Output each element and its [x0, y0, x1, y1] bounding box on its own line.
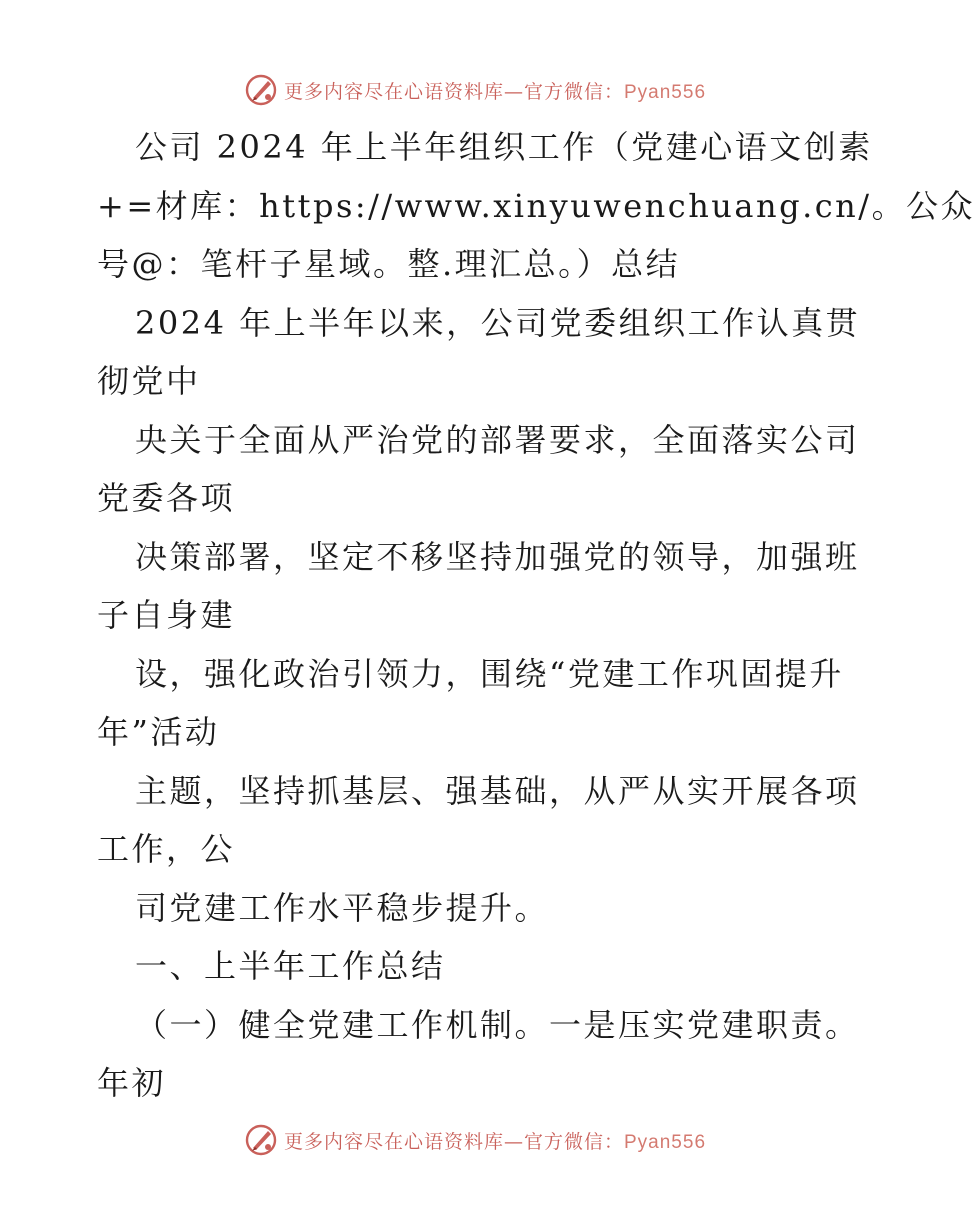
- document-line: +=材库：https://www.xinyuwenchuang.cn/。公众: [97, 186, 975, 225]
- watermark-contact-handle: Pyan556: [624, 1131, 707, 1153]
- document-line: 公司 2024 年上半年组织工作（党建心语文创素: [135, 128, 873, 166]
- watermark-separator: —: [503, 1130, 524, 1153]
- quill-pen-logo-icon: [244, 1123, 278, 1157]
- document-line: 主题，坚持抓基层、强基础，从严从实开展各项: [135, 771, 860, 810]
- document-line: 号@：笔杆子星域。整.理汇总。）总结: [97, 245, 681, 283]
- document-body: [97, 118, 975, 1113]
- document-line: 设，强化政治引领力，围绕“党建工作巩固提升: [135, 654, 844, 693]
- document-line: 彻党中: [97, 362, 201, 400]
- document-line: 年初: [97, 1064, 167, 1102]
- watermark-contact-handle: Pyan556: [624, 81, 707, 103]
- section-heading: 一、上半年工作总结: [135, 947, 446, 985]
- document-line: 央关于全面从严治党的部署要求，全面落实公司: [135, 420, 860, 459]
- footer-watermark: [0, 1120, 950, 1160]
- quill-pen-logo-icon: [244, 73, 278, 107]
- document-line: 子自身建: [97, 596, 236, 634]
- watermark-contact-label: 官方微信：: [523, 1130, 624, 1153]
- header-watermark: [0, 70, 950, 110]
- watermark-contact-label: 官方微信：: [523, 80, 624, 103]
- document-line: 年”活动: [97, 713, 220, 751]
- document-line: 2024 年上半年以来，公司党委组织工作认真贯: [135, 303, 861, 342]
- document-line: 党委各项: [97, 479, 236, 517]
- document-line: 司党建工作水平稳步提升。: [135, 888, 550, 927]
- document-line: （一）健全党建工作机制。一是压实党建职责。: [135, 1005, 860, 1044]
- document-line: 工作，公: [97, 830, 236, 868]
- watermark-text: 更多内容尽在心语资料库: [283, 80, 504, 103]
- watermark-text: 更多内容尽在心语资料库: [283, 1130, 504, 1153]
- document-line: 决策部署，坚定不移坚持加强党的领导，加强班: [135, 537, 860, 576]
- watermark-separator: —: [503, 80, 524, 103]
